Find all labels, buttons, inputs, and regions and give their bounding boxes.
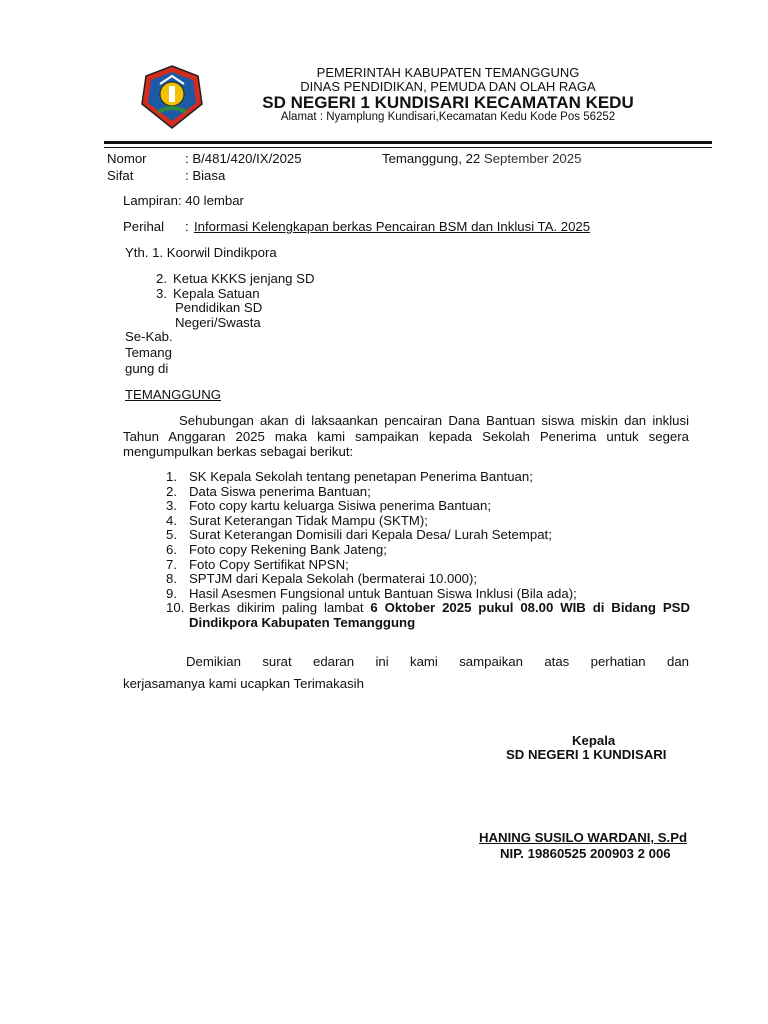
addressee-region-3: gung di <box>125 361 169 376</box>
list-item: 3. Foto copy kartu keluarga Sisiwa penerima Bantuan; <box>166 498 492 514</box>
signature-title: Kepala <box>572 733 616 748</box>
header-address: Alamat : Nyamplung Kundisari,Kecamatan Kedu Kode Pos 56252 <box>280 111 616 123</box>
header-school-name: SD NEGERI 1 KUNDISARI KECAMATAN KEDU <box>262 93 634 112</box>
addressee-region-2: Temang <box>125 345 172 360</box>
list-item: 8. SPTJM dari Kepala Sekolah (bermaterai 10.000); <box>166 571 478 587</box>
place-date-prefix: Temanggung, 22 <box>382 151 481 166</box>
regency-seal-icon <box>138 64 206 130</box>
signature-name: HANING SUSILO WARDANI, S.Pd <box>479 830 688 845</box>
list-item: 7. Foto Copy Sertifikat NPSN; <box>166 556 349 572</box>
requirements-list <box>166 470 690 631</box>
addressee-1: Yth. 1. Koorwil Dindikpora <box>125 245 277 260</box>
addressee-3-line2: Pendidikan SD <box>175 300 263 315</box>
place-date <box>382 151 581 166</box>
sifat-label: Sifat <box>107 168 134 183</box>
addressee-2-number: 2. <box>156 271 167 286</box>
signature-school: SD NEGERI 1 KUNDISARI <box>506 747 667 762</box>
sifat-value: : Biasa <box>185 168 226 183</box>
place-date-suffix: September 2025 <box>483 151 582 166</box>
addressee-3-line1: Kepala Satuan <box>173 286 260 301</box>
header-divider-thick <box>104 141 712 144</box>
list-item: 1. SK Kepala Sekolah tentang penetapan Penerima Bantuan; <box>166 469 533 484</box>
list-item: 6. Foto copy Rekening Bank Jateng; <box>166 541 387 557</box>
header-department: DINAS PENDIDIKAN, PEMUDA DAN OLAH RAGA <box>300 79 596 94</box>
intro-paragraph: Sehubungan akan di laksaankan pencairan Dana Bantuan siswa miskin dan inklusi Tahun Anggaran 2025 maka kami sampaikan kepada Sekolah Penerima untuk segera mengumpulkan berkas sebagai berikut: <box>123 413 689 459</box>
list-item: 2. Data Siswa penerima Bantuan; <box>166 483 371 499</box>
addressee-3-number: 3. <box>156 286 167 301</box>
closing-line-1: Demikian surat edaran ini kami sampaikan atas perhatian dan <box>186 654 689 669</box>
deadline-bold: 6 Oktober 2025 pukul 08.00 WIB di Bidang PSD Dindikpora Kabupaten Temanggung <box>189 600 690 630</box>
closing-line-2: kerjasamanya kami ucapkan Terimakasih <box>123 676 364 691</box>
list-item-deadline: 10. Berkas dikirim paling lambat 6 Oktober 2025 pukul 08.00 WIB di Bidang PSD Dindikpora Kabupaten Temanggung <box>166 600 690 630</box>
perihal-label: Perihal <box>123 219 165 234</box>
lampiran: Lampiran: 40 lembar <box>123 193 244 208</box>
perihal-colon: : <box>185 219 189 234</box>
deadline-prefix: Berkas dikirim paling lambat <box>189 600 364 616</box>
addressee-region-1: Se-Kab. <box>125 329 173 344</box>
addressee-3-line3: Negeri/Swasta <box>175 315 261 330</box>
signature-nip: NIP. 19860525 200903 2 006 <box>500 846 671 861</box>
header-government: PEMERINTAH KABUPATEN TEMANGGUNG <box>316 65 580 80</box>
addressee-city: TEMANGGUNG <box>125 387 221 402</box>
header-divider-thin <box>104 147 712 148</box>
list-item: 4. Surat Keterangan Tidak Mampu (SKTM); <box>166 512 428 528</box>
addressee-2: Ketua KKKS jenjang SD <box>173 271 315 286</box>
perihal-value: Informasi Kelengkapan berkas Pencairan BSM dan Inklusi TA. 2025 <box>194 219 591 234</box>
list-item: 9. Hasil Asesmen Fungsional untuk Bantuan Siswa Inklusi (Bila ada); <box>166 585 577 601</box>
nomor-value: : B/481/420/IX/2025 <box>185 151 302 166</box>
nomor-label: Nomor <box>107 151 147 166</box>
list-item: 5. Surat Keterangan Domisili dari Kepala Desa/ Lurah Setempat; <box>166 527 552 543</box>
